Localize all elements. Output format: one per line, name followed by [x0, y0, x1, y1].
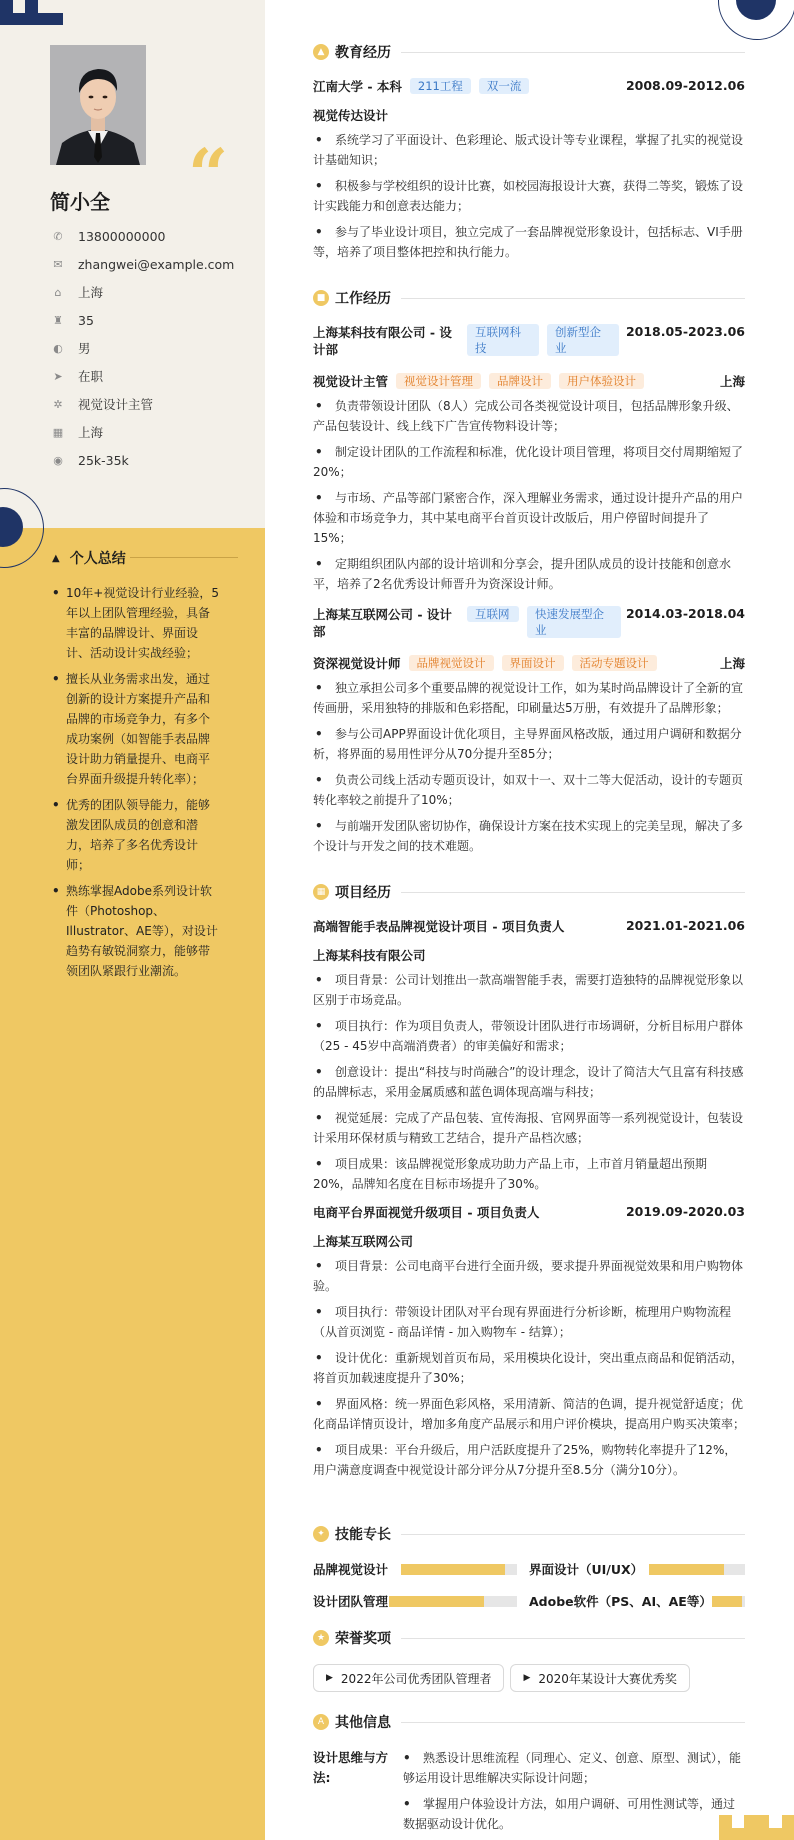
summary-item: • 10年+视觉设计行业经验，5年以上团队管理经验，具备丰富的品牌设计、界面设计、活动设计实战经验； [50, 583, 220, 663]
skill-bar [712, 1596, 745, 1607]
job-role: 视觉设计主管 [313, 373, 389, 389]
list-item: • 与前端开发团队密切协作，确保设计方案在技术实现上的完美呈现，解决了多个设计与开发之间的技术难题。 [313, 819, 744, 853]
list-item: • 熟悉设计思维流程（同理心、定义、创意、原型、测试），能够运用设计思维解决实际设计问题； [403, 1751, 742, 1785]
project-bullets [313, 970, 745, 1200]
summary-divider [130, 557, 238, 558]
info-status [50, 362, 260, 390]
skill-label: 界面设计（UI/UX） [529, 1562, 644, 1577]
skill-bar [649, 1564, 745, 1575]
summary-list [50, 583, 220, 987]
school-name: 江南大学 - 本科 [313, 79, 402, 94]
info-value[interactable]: zhangwei@example.com [78, 256, 235, 272]
grid-icon: ▦ [313, 884, 329, 900]
job-date: 2014.03-2018.04 [625, 606, 745, 621]
job-city: 上海 [719, 374, 745, 389]
info-value: 视觉设计主管 [78, 397, 154, 412]
projects-heading [313, 882, 745, 902]
info-city [50, 418, 260, 446]
summary-item: • 擅长从业务需求出发，通过创新的设计方案提升产品和品牌的市场竞争力，有多个成功案例（如智能手表品牌设计助力销量提升、电商平台界面升级提升转化率）； [50, 669, 220, 789]
skill-item [529, 1592, 745, 1610]
mail-icon: ✉ [53, 257, 63, 271]
skill-label: Adobe软件（PS、AI、AE等） [529, 1594, 712, 1609]
section-divider [401, 298, 745, 299]
section-divider [401, 1638, 745, 1639]
section-title: 技能专长 [335, 1527, 391, 1543]
job-city: 上海 [719, 656, 745, 671]
major: 视觉传达设计 [313, 108, 389, 123]
skill-row [313, 1592, 745, 1610]
skill-tag: 品牌设计 [489, 373, 551, 389]
trophy-icon: ★ [313, 1630, 329, 1646]
home-icon: ⌂ [54, 285, 62, 299]
skill-item [529, 1560, 745, 1578]
job-date: 2018.05-2023.06 [625, 324, 745, 339]
list-item: • 项目背景：公司电商平台进行全面升级，要求提升界面视觉效果和用户购物体验。 [313, 1259, 744, 1293]
checker-decoration-top [0, 0, 75, 25]
position-icon: ✲ [53, 397, 63, 411]
project-name: 高端智能手表品牌视觉设计项目 - 项目负责人 [313, 919, 565, 934]
list-item: • 项目执行：作为项目负责人，带领设计团队进行市场调研，分析目标用户群体（25 - 45岁中高端消费者）的审美偏好和需求； [313, 1019, 744, 1053]
info-home [50, 278, 260, 306]
job-header [313, 324, 745, 358]
project-company: 上海某互联网公司 [313, 1234, 414, 1249]
skill-bar [389, 1596, 517, 1607]
list-item: • 独立承担公司多个重要品牌的视觉设计工作，如为某时尚品牌设计了全新的宣传画册，采用独特的排版和色彩搭配，印刷量达5万册，有效提升了品牌形象； [313, 681, 744, 715]
skill-tag: 视觉设计管理 [396, 373, 481, 389]
info-salary [50, 446, 260, 474]
project-header [313, 918, 745, 935]
job-header [313, 606, 745, 640]
info-value: 35 [78, 312, 94, 328]
skill-bar-fill [401, 1564, 505, 1575]
list-item: • 项目背景：公司计划推出一款高端智能手表，需要打造独特的品牌视觉形象以区别于市场竞品。 [313, 973, 744, 1007]
info-value: 25k-35k [78, 452, 129, 468]
section-title: 工作经历 [335, 291, 391, 307]
skills-heading [313, 1524, 745, 1544]
list-item: • 参与公司APP界面设计优化项目，主导界面风格改版，通过用户调研和数据分析，将界面的易用性评分从70分提升至85分； [313, 727, 742, 761]
profile-name: 简小全 [50, 190, 110, 214]
summary-item: • 熟练掌握Adobe系列设计软件（Photoshop、Illustrator、AE等），对设计趋势有敏锐洞察力，能够带领团队紧跟行业潮流。 [50, 881, 220, 981]
project-date: 2019.09-2020.03 [625, 1204, 745, 1219]
play-icon: ▶ [326, 1673, 333, 1683]
list-item: • 项目执行：带领设计团队对平台现有界面进行分析诊断，梳理用户购物流程（从首页浏览 - 商品详情 - 加入购物车 - 结算）； [313, 1305, 732, 1339]
company-name: 上海某互联网公司 - 设计部 [313, 607, 452, 639]
other-list [403, 1748, 745, 1840]
section-title: 项目经历 [335, 885, 391, 901]
skill-tag: 界面设计 [502, 655, 564, 671]
checker-decoration-bottom [719, 1815, 794, 1840]
other-label: 设计思维与方法: [313, 1750, 389, 1785]
briefcase-icon: ■ [313, 290, 329, 306]
list-item: • 系统学习了平面设计、色彩理论、版式设计等专业课程，掌握了扎实的视觉设计基础知识； [313, 133, 744, 167]
other-heading [313, 1712, 745, 1732]
section-divider [401, 52, 745, 53]
company-tag: 互联网科技 [467, 324, 539, 356]
section-title: 荣誉奖项 [335, 1631, 391, 1647]
job-role-row [313, 372, 745, 390]
skill-item [313, 1592, 529, 1610]
project-date: 2021.01-2021.06 [625, 918, 745, 933]
skill-tag: 品牌视觉设计 [409, 655, 494, 671]
job-role: 资深视觉设计师 [313, 655, 401, 671]
list-item: • 界面风格：统一界面色彩风格，采用清新、简洁的色调，提升视觉舒适度；优化商品详情页设计，增加多角度产品展示和用户评价模块，提高用户购买决策率； [313, 1397, 746, 1431]
list-item: • 负责带领设计团队（8人）完成公司各类视觉设计项目，包括品牌形象升级、产品包装设计、线上线下广告宣传物料设计等； [313, 399, 739, 433]
project-name: 电商平台界面视觉升级项目 - 项目负责人 [313, 1205, 540, 1220]
info-value: 上海 [78, 285, 104, 300]
section-title: 其他信息 [335, 1715, 391, 1731]
phone-icon: ✆ [53, 229, 63, 243]
award-item [510, 1664, 689, 1692]
info-value: 上海 [78, 425, 104, 440]
info-value: 13800000000 [78, 228, 166, 244]
info-phone [50, 222, 260, 250]
list-item: • 项目成果：平台升级后，用户活跃度提升了25%，购物转化率提升了12%，用户满意度调查中视觉设计部分评分从7分提升至8.5分（满分10分）。 [313, 1443, 737, 1477]
job-bullets [313, 678, 745, 862]
award-item [313, 1664, 504, 1692]
list-item: • 创意设计：提出“科技与时尚融合”的设计理念，设计了简洁大气且富有科技感的品牌标志，采用金属质感和蓝色调体现高端与科技； [313, 1065, 744, 1099]
info-icon: A [313, 1714, 329, 1730]
quote-icon: “ [188, 133, 229, 216]
company-name: 上海某科技有限公司 - 设计部 [313, 325, 452, 357]
list-item: • 制定设计团队的工作流程和标准，优化设计项目管理，将项目交付周期缩短了20%； [313, 445, 744, 479]
list-item: • 积极参与学校组织的设计比赛，如校园海报设计大赛，获得二等奖，锻炼了设计实践能力和创意表达能力； [313, 179, 744, 213]
skill-row [313, 1560, 745, 1578]
school-tag: 双一流 [479, 78, 530, 94]
skill-item [313, 1560, 529, 1578]
avatar [50, 45, 146, 165]
skill-bar [401, 1564, 517, 1575]
person-icon: ▲ [52, 552, 60, 564]
section-divider [401, 1722, 745, 1723]
salary-icon: ◉ [53, 453, 63, 467]
info-email[interactable] [50, 250, 260, 278]
awards-list [313, 1664, 696, 1692]
awards-heading [313, 1628, 745, 1648]
other-info-row [313, 1748, 745, 1840]
skill-bar-fill [712, 1596, 742, 1607]
education-icon: ▲ [313, 44, 329, 60]
section-divider [401, 892, 745, 893]
school-tag: 211工程 [410, 78, 471, 94]
work-heading [313, 288, 745, 308]
summary-title: 个人总结 [69, 551, 126, 567]
info-value: 在职 [78, 369, 104, 384]
section-title: 教育经历 [335, 45, 391, 61]
list-item: • 掌握用户体验设计方法，如用户调研、可用性测试等，通过数据驱动设计优化。 [403, 1797, 736, 1831]
skill-label: 品牌视觉设计 [313, 1562, 389, 1577]
thumb-icon: ✦ [313, 1526, 329, 1542]
company-tag: 互联网 [467, 606, 519, 622]
education-heading [313, 42, 745, 62]
info-gender [50, 334, 260, 362]
list-item: • 负责公司线上活动专题页设计，如双十一、双十二等大促活动，设计的专题页转化率较之前提升了10%； [313, 773, 744, 807]
circle-decoration-right [718, 0, 794, 40]
company-tag: 创新型企业 [547, 324, 619, 356]
skill-bar-fill [649, 1564, 724, 1575]
education-date: 2008.09-2012.06 [625, 78, 745, 93]
gender-icon: ◐ [53, 341, 63, 355]
skill-tag: 用户体验设计 [559, 373, 644, 389]
skill-bar-fill [389, 1596, 484, 1607]
award-label: 2020年某设计大赛优秀奖 [538, 1671, 677, 1686]
info-value: 男 [78, 341, 91, 356]
age-icon: ♜ [53, 313, 63, 327]
summary-item: • 优秀的团队领导能力，能够激发团队成员的创意和潜力，培养了多名优秀设计师； [50, 795, 220, 875]
info-age [50, 306, 260, 334]
job-bullets [313, 396, 745, 600]
skill-label: 设计团队管理 [313, 1594, 389, 1609]
city-icon: ▦ [52, 425, 64, 439]
education-bullets [313, 130, 745, 268]
list-item: • 项目成果：该品牌视觉形象成功助力产品上市，上市首月销量超出预期20%，品牌知名度在目标市场提升了30%。 [313, 1157, 708, 1191]
list-item: • 参与了毕业设计项目，独立完成了一套品牌视觉形象设计，包括标志、VI手册等，培养了项目整体把控和执行能力。 [313, 225, 743, 259]
list-item: • 定期组织团队内部的设计培训和分享会，提升团队成员的设计技能和创意水平，培养了2名优秀设计师晋升为资深设计师。 [313, 557, 732, 591]
info-position [50, 390, 260, 418]
status-icon: ➤ [53, 369, 63, 383]
project-bullets [313, 1256, 745, 1486]
skill-tag: 活动专题设计 [572, 655, 657, 671]
award-label: 2022年公司优秀团队管理者 [340, 1671, 492, 1686]
list-item: • 设计优化：重新规划首页布局，采用模块化设计，突出重点商品和促销活动，将首页加载速度提升了30%； [313, 1351, 744, 1385]
company-tag: 快速发展型企业 [527, 606, 621, 638]
summary-heading [52, 548, 126, 568]
list-item: • 与市场、产品等部门紧密合作，深入理解业务需求，通过设计提升产品的用户体验和市场竞争力，其中某电商平台首页设计改版后，用户停留时间提升了15%； [313, 491, 744, 545]
education-entry-header [313, 78, 745, 95]
project-company: 上海某科技有限公司 [313, 948, 426, 963]
play-icon: ▶ [523, 1673, 531, 1683]
job-role-row [313, 654, 745, 672]
list-item: • 视觉延展：完成了产品包装、宣传海报、官网界面等一系列视觉设计，包装设计采用环保材质与精致工艺结合，提升产品档次感； [313, 1111, 744, 1145]
project-header [313, 1204, 745, 1221]
contact-info-list [50, 222, 260, 474]
section-divider [401, 1534, 745, 1535]
